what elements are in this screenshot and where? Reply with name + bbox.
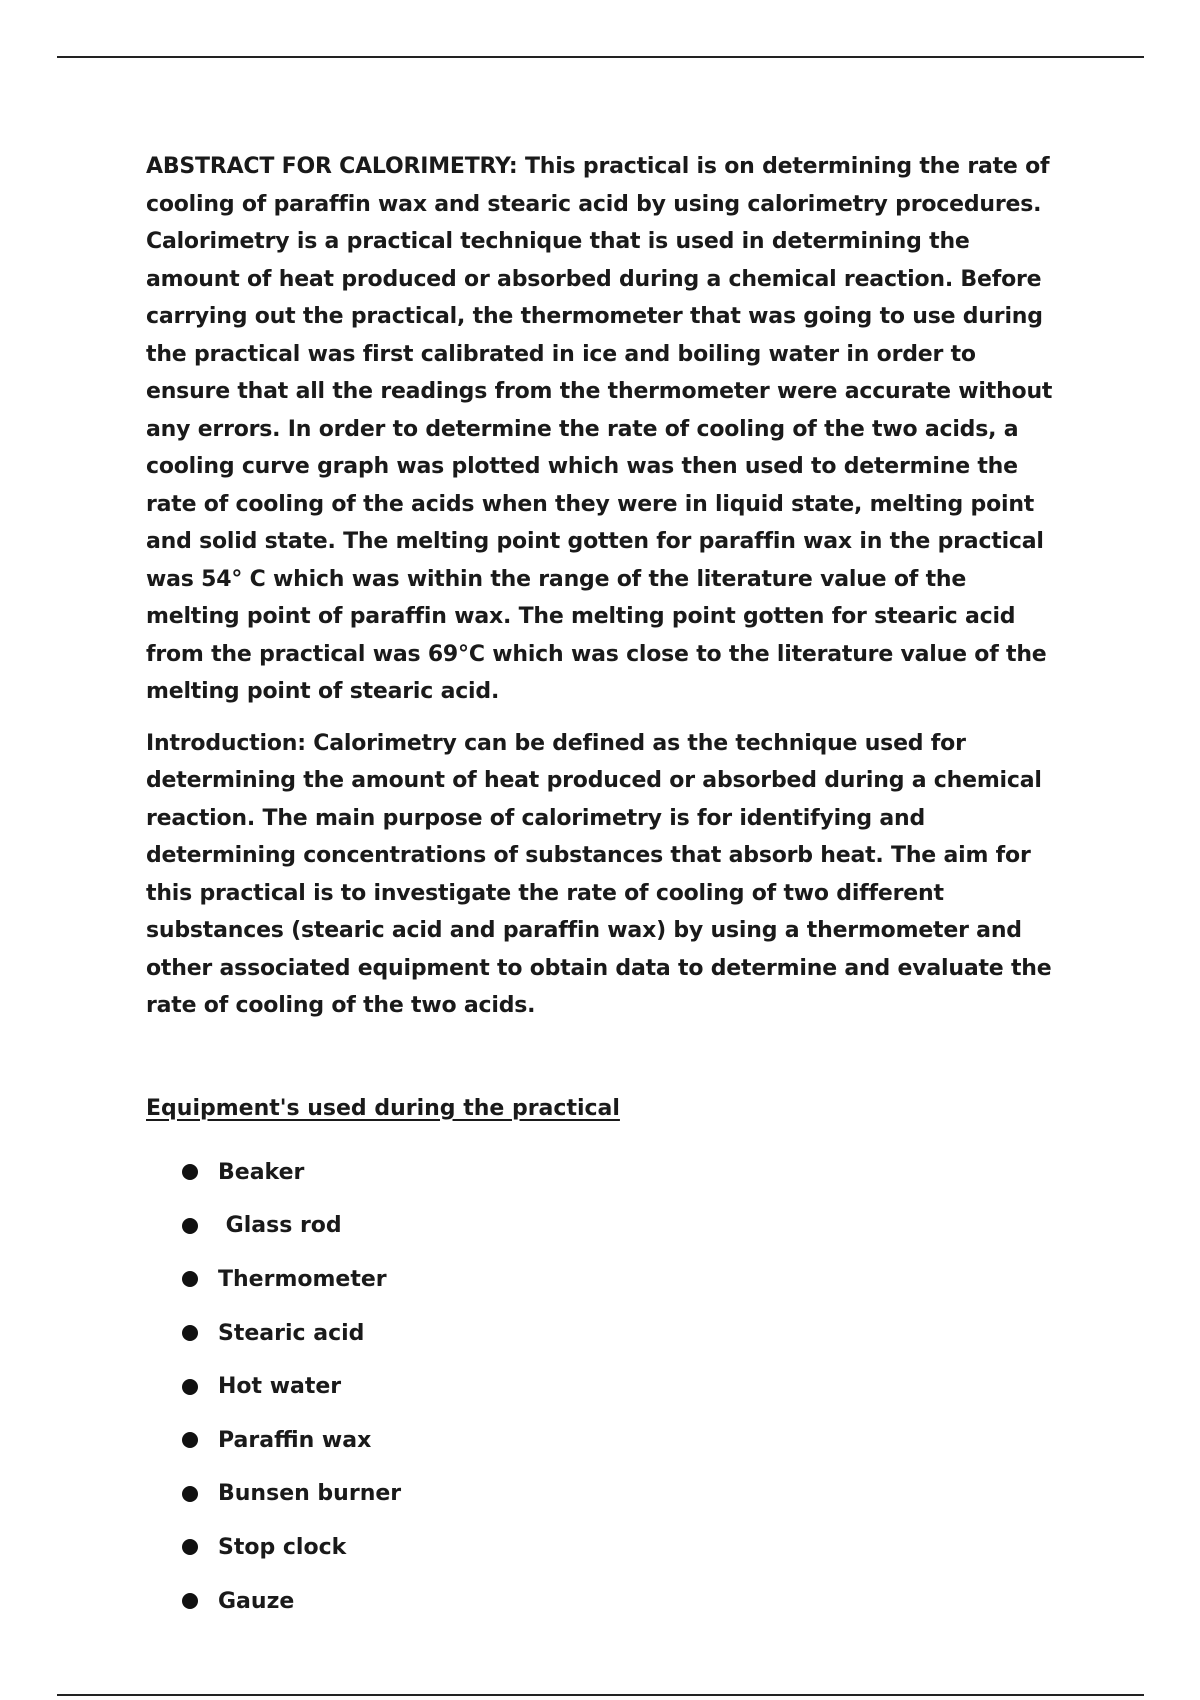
bullet-icon xyxy=(182,1486,198,1502)
list-item xyxy=(182,1467,1056,1521)
list-item xyxy=(182,1199,1056,1253)
equipment-title: Equipment's used during the practical xyxy=(146,1095,620,1121)
introduction-paragraph xyxy=(146,725,1056,1025)
abstract-heading: ABSTRACT FOR CALORIMETRY: xyxy=(146,154,518,179)
equipment-item-label: Glass rod xyxy=(218,1213,342,1239)
list-item xyxy=(182,1306,1056,1360)
equipment-item-label: Hot water xyxy=(218,1374,342,1400)
introduction-heading: Introduction: xyxy=(146,730,306,756)
equipment-item-label: Beaker xyxy=(218,1159,305,1185)
list-item xyxy=(182,1360,1056,1414)
bullet-icon xyxy=(182,1432,198,1448)
equipment-item-label: Stop clock xyxy=(218,1534,347,1560)
bullet-icon xyxy=(182,1164,198,1180)
bullet-icon xyxy=(182,1593,198,1609)
equipment-item-label: Gauze xyxy=(218,1588,295,1614)
list-item xyxy=(182,1521,1056,1575)
abstract-paragraph xyxy=(146,148,1056,711)
bottom-rule xyxy=(57,1694,1144,1696)
abstract-text: This practical is on determining the rate of cooling of paraffin wax and stearic acid by using calorimetry procedures. Calorimetry is a practical technique that is used in determining the amount of heat produced or absorbed during a chemical reaction. Before carrying out the practical, the thermometer that was going to use during the practical was first calibrated in ice and boiling water in order to ensure that all the readings from the thermometer were accurate without any errors. In order to determine the rate of cooling of the two acids, a cooling curve graph was plotted which was then used to determine the rate of cooling of the acids when they were in liquid state, melting point and solid state. The melting point gotten for paraffin wax in the practical was 54° C which was within the range of the literature value of the melting point of paraffin wax. The melting point gotten for stearic acid from the practical was 69°C which was close to the literature value of the melting point of stearic acid. xyxy=(146,154,1053,704)
top-rule xyxy=(57,56,1144,58)
equipment-item-label: Thermometer xyxy=(218,1266,387,1292)
document-body xyxy=(146,148,1056,1628)
bullet-icon xyxy=(182,1271,198,1287)
bullet-icon xyxy=(182,1539,198,1555)
equipment-item-label: Stearic acid xyxy=(218,1320,365,1346)
equipment-list xyxy=(182,1146,1056,1628)
list-item xyxy=(182,1146,1056,1200)
equipment-item-label: Paraffin wax xyxy=(218,1427,372,1453)
bullet-icon xyxy=(182,1218,198,1234)
bullet-icon xyxy=(182,1325,198,1341)
equipment-item-label: Bunsen burner xyxy=(218,1481,402,1507)
introduction-text: Calorimetry can be defined as the technique used for determining the amount of heat produced or absorbed during a chemical reaction. The main purpose of calorimetry is for identifying and determining concentrations of substances that absorb heat. The aim for this practical is to investigate the rate of cooling of two different substances (stearic acid and paraffin wax) by using a thermometer and other associated equipment to obtain data to determine and evaluate the rate of cooling of the two acids. xyxy=(146,730,1052,1018)
list-item xyxy=(182,1253,1056,1307)
list-item xyxy=(182,1574,1056,1628)
list-item xyxy=(182,1413,1056,1467)
bullet-icon xyxy=(182,1379,198,1395)
